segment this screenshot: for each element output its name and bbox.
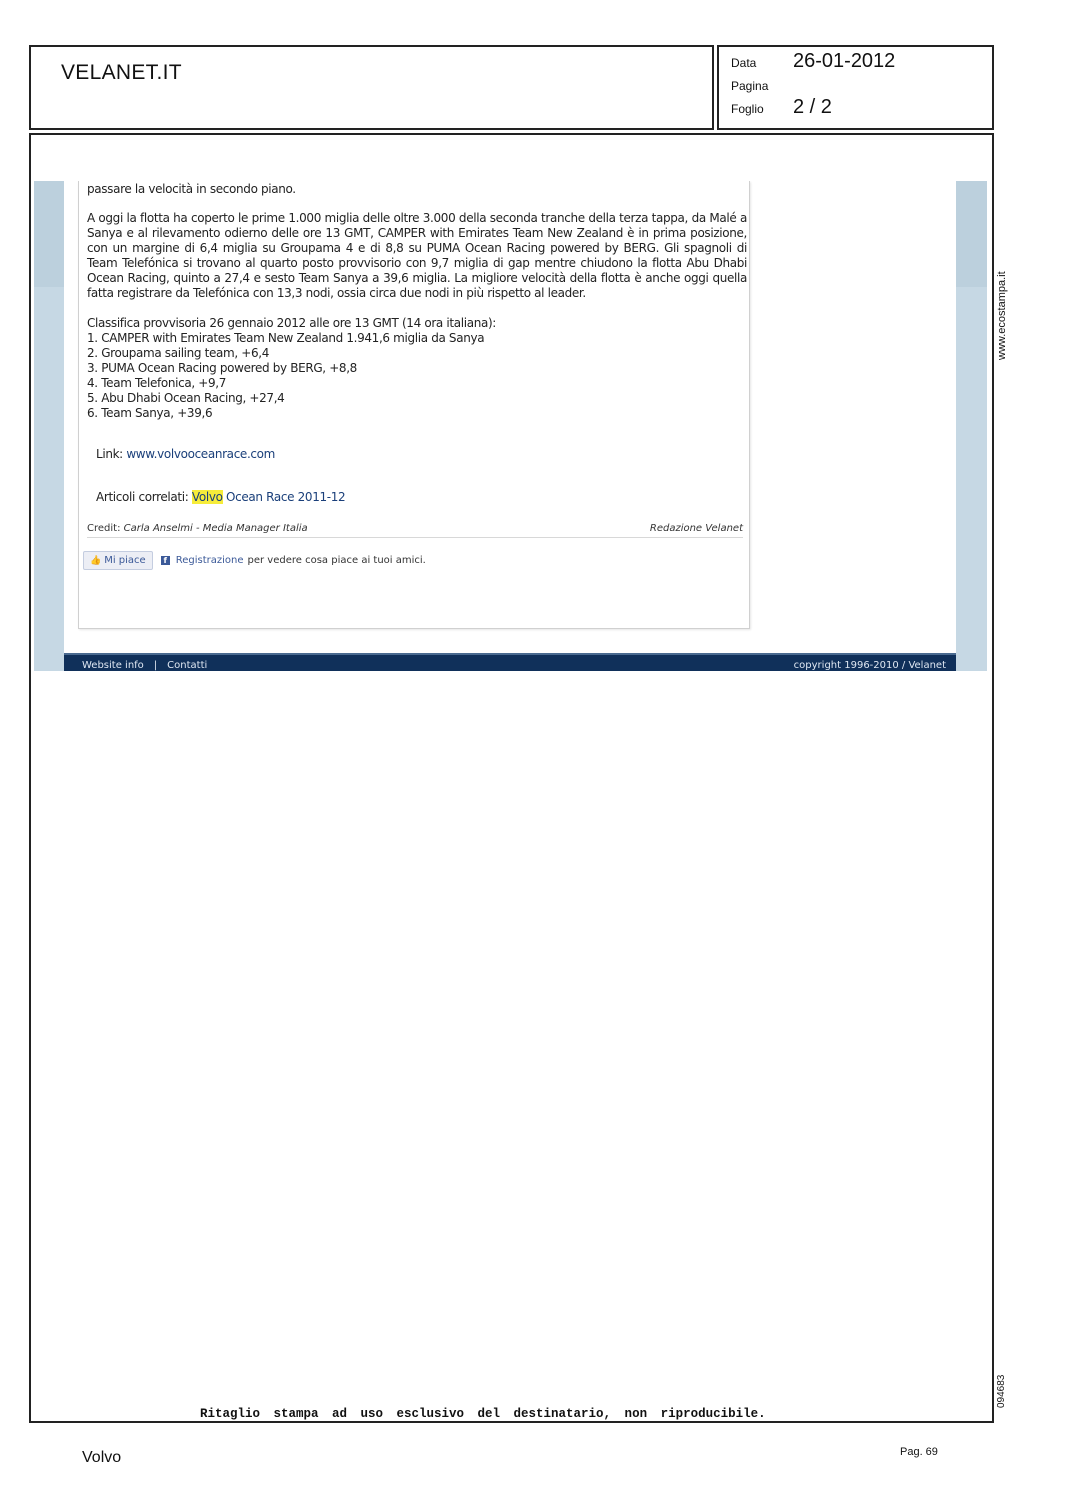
- ranking-item: 4. Team Telefonica, +9,7: [87, 376, 227, 390]
- topic-tag: Volvo: [82, 1449, 122, 1466]
- credit-name: Carla Anselmi - Media Manager Italia: [123, 523, 308, 534]
- header-meta-box: [717, 45, 994, 130]
- ranking-item: 1. CAMPER with Emirates Team New Zealand 1.941,6 miglia da Sanya: [87, 331, 485, 345]
- footer-separator: |: [153, 660, 158, 671]
- related-article-link[interactable]: [192, 490, 345, 504]
- article-paragraph-main: A oggi la flotta ha coperto le prime 1.000 miglia delle oltre 3.000 della seconda tranche della terza tappa, da Malé a Sanya e al rilevamento odierno delle ore 13 GMT, CAMPER with Emirates Team New Zealand è in prima posizione, con un margine di 6,4 miglia su Groupama 4 e di 8,8 su PUMA Ocean Racing powered by BERG. Gli spagnoli di Team Telefónica si trovano al quarto posto provvisorio con 9,7 miglia di gap mentre chiudono la flotta Abu Dhabi Ocean Racing, quinto a 27,4 e sesto Team Sanya a 39,6 miglia. La migliore velocità della flotta è anche oggi quella fatta registrare da Telefónica con 13,3 nodi, ossia circa due nodi in più rispetto al leader.: [87, 211, 747, 300]
- foglio-value: 2 / 2: [793, 96, 832, 118]
- contatti-link[interactable]: Contatti: [167, 660, 208, 671]
- related-label: Articoli correlati:: [96, 490, 189, 504]
- related-articles-row: [96, 490, 756, 505]
- website-info-link[interactable]: Website info: [82, 660, 144, 671]
- registration-text: per vedere cosa piace ai tuoi amici.: [247, 555, 426, 566]
- clipping-disclaimer: Ritaglio stampa ad uso esclusivo del destinatario, non riproducibile.: [200, 1407, 766, 1421]
- article-paragraph-intro: passare la velocità in secondo piano.: [87, 182, 296, 196]
- ranking-title: Classifica provvisoria 26 gennaio 2012 alle ore 13 GMT (14 ora italiana):: [87, 316, 496, 330]
- page-background-strip-left: [34, 181, 64, 287]
- data-label: Data: [731, 56, 757, 70]
- data-value: 26-01-2012: [793, 50, 896, 72]
- thumbs-up-icon: 👍: [90, 555, 102, 566]
- facebook-icon: f: [161, 556, 170, 565]
- copyright-text: copyright 1996-2010 / Velanet: [793, 660, 946, 671]
- credit-label: Credit:: [87, 523, 121, 534]
- web-page-clipping: [34, 181, 987, 671]
- ranking-item: 5. Abu Dhabi Ocean Racing, +27,4: [87, 391, 285, 405]
- link-row: [96, 447, 756, 462]
- side-website-label: www.ecostampa.it: [996, 271, 1008, 360]
- ranking-item: 2. Groupama sailing team, +6,4: [87, 346, 270, 360]
- pagina-label: Pagina: [731, 79, 769, 93]
- page-background-strip-right: [956, 181, 987, 287]
- content-area: [64, 181, 956, 671]
- article-box: [78, 181, 750, 629]
- credit-row: [87, 523, 743, 538]
- facebook-like-button[interactable]: [83, 551, 153, 570]
- link-label: Link:: [96, 447, 123, 461]
- ranking-list: [87, 331, 747, 421]
- volvo-ocean-race-link[interactable]: www.volvooceanrace.com: [126, 447, 276, 461]
- site-footer: [64, 653, 956, 671]
- search-highlight: Volvo: [191, 490, 223, 504]
- ranking-item: 6. Team Sanya, +39,6: [87, 406, 213, 420]
- redazione-label: Redazione Velanet: [649, 523, 743, 534]
- page-number: Pag. 69: [900, 1446, 938, 1458]
- related-link-text: Ocean Race 2011-12: [226, 490, 346, 504]
- registration-link[interactable]: Registrazione: [175, 555, 244, 566]
- facebook-row: [83, 551, 426, 570]
- side-code-label: 094683: [996, 1374, 1007, 1408]
- like-label: Mi piace: [104, 555, 146, 566]
- foglio-label: Foglio: [731, 102, 764, 116]
- ranking-item: 3. PUMA Ocean Racing powered by BERG, +8,8: [87, 361, 357, 375]
- header-publication-box: [29, 45, 714, 130]
- publication-name: VELANET.IT: [61, 61, 182, 84]
